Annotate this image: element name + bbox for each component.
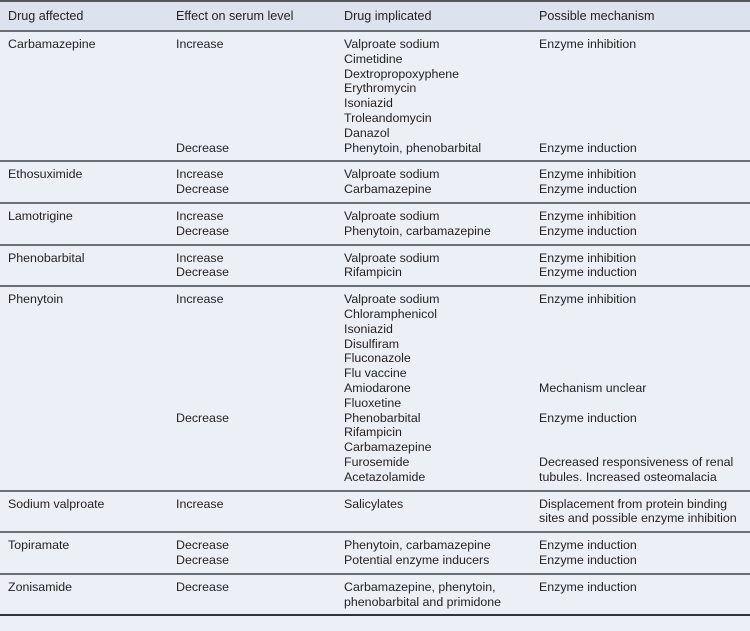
- effect-text: Increase: [176, 496, 224, 511]
- drug-implicated-item: Flu vaccine: [344, 366, 407, 381]
- table-row-group: [0, 162, 750, 204]
- mechanism-item: [539, 111, 750, 126]
- mechanism-cell: [539, 167, 750, 182]
- mechanism-item: [539, 67, 750, 82]
- drug-implicated-cell: [344, 167, 539, 182]
- drug-implicated-item: Danazol: [344, 125, 390, 140]
- effects-container: [176, 292, 750, 484]
- mechanism-cell: [539, 251, 750, 266]
- mechanism-item: sites and possible enzyme inhibition: [539, 511, 737, 526]
- mechanism-item: Enzyme inhibition: [539, 167, 637, 182]
- drug-implicated-cell: [344, 538, 539, 553]
- mechanism-item: Decreased responsiveness of renal: [539, 454, 734, 469]
- mechanism-cell: [539, 411, 750, 485]
- mechanism-item: Enzyme induction: [539, 265, 637, 280]
- mechanism-item: Enzyme induction: [539, 410, 637, 425]
- mechanism-cell: [539, 182, 750, 197]
- effect-subrow: [176, 553, 750, 568]
- effect-subrow: [176, 182, 750, 197]
- drug-implicated-cell: [344, 141, 539, 156]
- mechanism-item: Enzyme inhibition: [539, 208, 637, 223]
- drug-implicated-item: Rifampicin: [344, 425, 402, 440]
- effect-subrow: [176, 411, 750, 485]
- effects-container: [176, 209, 750, 239]
- drug-implicated-item: Fluoxetine: [344, 395, 402, 410]
- drug-implicated-item: Phenytoin, carbamazepine: [344, 538, 491, 553]
- drug-implicated-item: Carbamazepine, phenytoin,: [344, 579, 496, 594]
- drug-implicated-item: Erythromycin: [344, 81, 417, 96]
- drug-implicated-item: Rifampicin: [344, 265, 402, 280]
- effect-text: Decrease: [176, 538, 230, 553]
- table-row-group: [0, 533, 750, 575]
- effect-text: Decrease: [176, 410, 230, 425]
- effect-subrow: [176, 251, 750, 266]
- mechanism-item: Enzyme induction: [539, 538, 637, 553]
- drug-implicated-cell: [344, 209, 539, 224]
- drug-implicated-cell: [344, 265, 539, 280]
- table-row-group: [0, 204, 750, 246]
- effect-cell: [176, 209, 344, 224]
- mechanism-cell: [539, 265, 750, 280]
- drug-implicated-item: Phenytoin, carbamazepine: [344, 223, 491, 238]
- drug-implicated-item: Valproate sodium: [344, 250, 440, 265]
- mechanism-cell: [539, 141, 750, 156]
- drug-affected-cell: Lamotrigine: [8, 208, 73, 223]
- table-row: [0, 292, 750, 484]
- effect-text: Decrease: [176, 140, 230, 155]
- effect-cell: [176, 167, 344, 182]
- mechanism-cell: [539, 224, 750, 239]
- drug-implicated-item: Valproate sodium: [344, 208, 440, 223]
- drug-affected-cell: Phenobarbital: [8, 250, 85, 265]
- effect-cell: [176, 553, 344, 568]
- drug-affected-cell: Sodium valproate: [8, 496, 105, 511]
- mechanism-item: [539, 96, 750, 111]
- mechanism-item: [539, 81, 750, 96]
- mechanism-item: Enzyme induction: [539, 579, 637, 594]
- mechanism-item: Enzyme inhibition: [539, 37, 637, 51]
- table-row-group: [0, 32, 750, 162]
- effect-text: Decrease: [176, 552, 230, 567]
- effect-subrow: [176, 265, 750, 280]
- drug-implicated-cell: [344, 553, 539, 568]
- mechanism-item: [539, 440, 750, 455]
- effects-container: [176, 538, 750, 568]
- table-row: [0, 580, 750, 610]
- mechanism-item: [539, 322, 750, 337]
- drug-implicated-item: Valproate sodium: [344, 167, 440, 182]
- header-drug-affected: Drug affected: [8, 9, 84, 23]
- mechanism-cell: [539, 497, 750, 527]
- table-row: [0, 497, 750, 527]
- mechanism-item: [539, 337, 750, 352]
- drug-implicated-item: [344, 511, 539, 526]
- mechanism-item: [539, 366, 750, 381]
- effect-text: Decrease: [176, 182, 230, 197]
- mechanism-cell: [539, 553, 750, 568]
- table-row: [0, 167, 750, 197]
- table-row-group: [0, 246, 750, 288]
- mechanism-item: [539, 425, 750, 440]
- mechanism-item: Enzyme induction: [539, 552, 637, 567]
- mechanism-item: tubules. Increased osteomalacia: [539, 469, 717, 484]
- effect-text: Increase: [176, 208, 224, 223]
- effect-cell: [176, 182, 344, 197]
- effect-cell: [176, 292, 344, 410]
- effect-subrow: [176, 497, 750, 527]
- mechanism-item: [539, 595, 750, 610]
- drug-implicated-item: Acetazolamide: [344, 469, 426, 484]
- mechanism-item: [539, 351, 750, 366]
- effect-subrow: [176, 209, 750, 224]
- drug-implicated-cell: [344, 497, 539, 527]
- header-mechanism: Possible mechanism: [539, 9, 655, 23]
- effect-subrow: [176, 538, 750, 553]
- drug-affected-cell: Ethosuximide: [8, 167, 83, 182]
- header-drug-implicated: Drug implicated: [344, 9, 432, 23]
- mechanism-item: Enzyme induction: [539, 223, 637, 238]
- effects-container: [176, 580, 750, 610]
- effect-cell: [176, 411, 344, 485]
- effect-text: Increase: [176, 37, 224, 51]
- drug-implicated-cell: [344, 182, 539, 197]
- mechanism-cell: [539, 580, 750, 610]
- mechanism-item: Mechanism unclear: [539, 380, 647, 395]
- effects-container: [176, 167, 750, 197]
- mechanism-cell: [539, 209, 750, 224]
- drug-implicated-item: Salicylates: [344, 496, 404, 511]
- mechanism-item: Enzyme inhibition: [539, 250, 637, 265]
- drug-implicated-cell: [344, 292, 539, 410]
- drug-implicated-item: Dextropropoxyphene: [344, 66, 460, 81]
- drug-implicated-item: Phenytoin, phenobarbital: [344, 140, 482, 155]
- drug-implicated-item: Carbamazepine: [344, 182, 432, 197]
- effect-cell: [176, 497, 344, 527]
- table-body: [0, 32, 750, 616]
- effect-subrow: [176, 580, 750, 610]
- drug-implicated-item: Cimetidine: [344, 51, 403, 66]
- drug-implicated-item: Isoniazid: [344, 321, 393, 336]
- mechanism-item: [539, 126, 750, 141]
- effect-cell: [176, 141, 344, 156]
- drug-implicated-cell: [344, 580, 539, 610]
- effect-cell: [176, 37, 344, 141]
- drug-affected-cell: Carbamazepine: [8, 37, 96, 51]
- drug-implicated-item: Valproate sodium: [344, 292, 440, 307]
- effects-container: [176, 37, 750, 155]
- effect-cell: [176, 224, 344, 239]
- drug-implicated-item: Potential enzyme inducers: [344, 552, 490, 567]
- effect-text: Decrease: [176, 223, 230, 238]
- effect-subrow: [176, 141, 750, 156]
- table-row: [0, 209, 750, 239]
- drug-implicated-item: Chloramphenicol: [344, 306, 437, 321]
- drug-implicated-cell: [344, 411, 539, 485]
- table-row: [0, 37, 750, 155]
- effect-text: Decrease: [176, 579, 230, 594]
- drug-implicated-item: phenobarbital and primidone: [344, 594, 502, 609]
- header-effect: Effect on serum level: [176, 9, 294, 23]
- mechanism-cell: [539, 538, 750, 553]
- effect-cell: [176, 580, 344, 610]
- effect-subrow: [176, 167, 750, 182]
- drug-implicated-item: Disulfiram: [344, 336, 400, 351]
- table-row: [0, 251, 750, 281]
- effect-subrow: [176, 37, 750, 141]
- mechanism-cell: [539, 292, 750, 410]
- drug-affected-cell: Topiramate: [8, 538, 70, 553]
- effect-text: Increase: [176, 167, 224, 182]
- drug-implicated-item: Amiodarone: [344, 380, 411, 395]
- mechanism-item: Enzyme induction: [539, 140, 637, 155]
- drug-implicated-item: Isoniazid: [344, 96, 393, 111]
- effects-container: [176, 251, 750, 281]
- drug-implicated-item: Phenobarbital: [344, 410, 421, 425]
- effect-text: Decrease: [176, 265, 230, 280]
- effect-subrow: [176, 292, 750, 410]
- effects-container: [176, 497, 750, 527]
- mechanism-item: Enzyme inhibition: [539, 292, 637, 307]
- effect-text: Increase: [176, 292, 224, 307]
- drug-implicated-item: Troleandomycin: [344, 110, 432, 125]
- drug-implicated-item: Fluconazole: [344, 351, 411, 366]
- effect-subrow: [176, 224, 750, 239]
- effect-text: Increase: [176, 250, 224, 265]
- drug-implicated-item: Furosemide: [344, 454, 410, 469]
- drug-implicated-cell: [344, 251, 539, 266]
- drug-implicated-cell: [344, 224, 539, 239]
- drug-affected-cell: Zonisamide: [8, 579, 73, 594]
- table-row: [0, 538, 750, 568]
- mechanism-item: Displacement from protein binding: [539, 496, 728, 511]
- drug-implicated-item: Carbamazepine: [344, 440, 432, 455]
- effect-cell: [176, 538, 344, 553]
- table-row-group: [0, 492, 750, 534]
- table-header: [0, 2, 750, 32]
- mechanism-cell: [539, 37, 750, 141]
- drug-affected-cell: Phenytoin: [8, 292, 64, 307]
- mechanism-item: [539, 52, 750, 67]
- mechanism-item: Enzyme induction: [539, 182, 637, 197]
- effect-cell: [176, 265, 344, 280]
- table-row-group: [0, 287, 750, 491]
- drug-implicated-item: Valproate sodium: [344, 37, 440, 51]
- effect-cell: [176, 251, 344, 266]
- drug-implicated-cell: [344, 37, 539, 141]
- table-row-group: [0, 575, 750, 617]
- mechanism-item: [539, 396, 750, 411]
- mechanism-item: [539, 307, 750, 322]
